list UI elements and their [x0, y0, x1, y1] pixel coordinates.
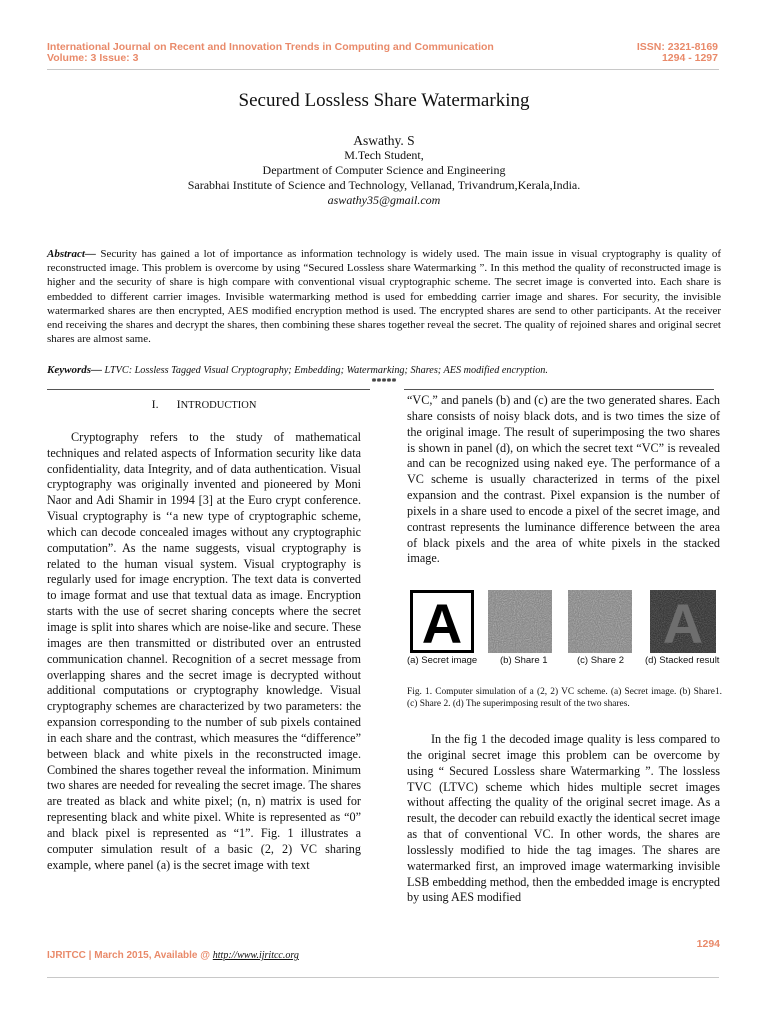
- header-rule: [47, 69, 719, 70]
- secret-glyph: A: [421, 592, 463, 653]
- abstract-text: Security has gained a lot of importance as information technology is widely used. The main issue in visual cryptography is quality of reconstructed image. This problem is overcome by using “Secured Lossless share Watermarking ”. In this method the quality of reconstructed image is higher and the security of share is high compare with conventional visual cryptographic scheme. The secret image is converted into. Each share is embedded to different carrier images. Invisible watermarking method is used for embedding carrier image and shares. For security, the invisible watermarked shares are then encrypted, AES modified encryption method is used. The encrypted shares are send to other participants. At the receiver end receiving the shares and decrypt the shares, then combining these shares together reveal the secret. The quality of rejoined shares and original secret shares are almost same.: [47, 248, 721, 346]
- keywords: [47, 364, 721, 376]
- section-number: I.: [151, 397, 159, 411]
- author-name: Aswathy. S: [353, 133, 415, 148]
- intro-paragraph: Cryptography refers to the study of mathematical techniques and related aspects of Information security like data confidentiality, data Integrity, and of data authentication. Visual cryptography was originally invented and pioneered by Moni Naor and Adi Shamir in 1994 [3] at the Euro crypt conference. Visual cryptography is ‘‘a new type of cryptographic scheme, which can decode concealed images without any cryptographic computation”. As the name suggests, visual cryptography is related to the human visual system. Visual cryptography is regularly used for image encryption. The text data is converted to image format and use that textual data as image. Encryption starts with the use of secret sharing concepts where the secret image is split into shares which are noise-like and secure. These images are then transmitted or distributed over an entrusted communication channel. Recognition of a secret message from overlapping shares and the secret image is decrypted without additional computations or cryptography knowledge. Visual cryptography schemes are characterized by two parameters: the expansion corresponding to the number of sub pixels contained in each share and the contrast, which measures the “difference” between black and white pixels in the reconstructed image. Combined the shares together reveal the information. Minimum two shares are needed for revealing the secret image. The shares are treated as black and white pixel; (n, n) matrix is used for representing black and white pixel. White is represented as “0” and black pixel is represented as “1”. Fig. 1 illustrates a computer simulation result of a basic (2, 2) VC sharing example, where panel (a) is the secret image with text: [47, 429, 361, 872]
- separator-line-right: [404, 389, 714, 390]
- panel-stacked-result: [650, 590, 714, 653]
- keywords-label: Keywords—: [47, 364, 102, 376]
- figure-1: [405, 590, 725, 670]
- caption-b: (b) Share 1: [500, 655, 548, 666]
- issn-header: [637, 42, 718, 64]
- author-institute: Sarabhai Institute of Science and Technology, Vellanad, Trivandrum,Kerala,India.: [187, 178, 581, 192]
- right-column-top: [407, 393, 720, 567]
- footer-text: IJRITCC | March 2015, Available @: [47, 950, 213, 961]
- issn: ISSN: 2321-8169: [636, 41, 718, 53]
- section-initial: I: [176, 397, 181, 411]
- journal-name: International Journal on Recent and Innovation Trends in Computing and Communication: [47, 41, 494, 53]
- caption-a: (a) Secret image: [407, 655, 478, 666]
- footer-link[interactable]: http://www.ijritcc.org: [212, 950, 299, 961]
- panel-share-2: [568, 590, 632, 653]
- keywords-text: LTVC: Lossless Tagged Visual Cryptography; Embedding; Watermarking; Shares; AES modified encryption.: [102, 365, 548, 376]
- paper-title: Secured Lossless Share Watermarking: [238, 90, 530, 111]
- abstract-label: Abstract—: [47, 248, 96, 260]
- page-range: 1294 - 1297: [661, 52, 718, 64]
- panel-secret-image: [410, 590, 474, 653]
- author-block: [0, 133, 768, 208]
- right-column-bottom: [407, 732, 720, 906]
- caption-d: (d) Stacked result: [645, 655, 720, 666]
- author-department: Department of Computer Science and Engineering: [262, 163, 506, 177]
- section-heading: [47, 397, 361, 414]
- panel-share-1: [488, 590, 552, 653]
- footer-rule: [47, 977, 719, 978]
- caption-c: (c) Share 2: [577, 655, 624, 666]
- page-number: 1294: [696, 938, 720, 950]
- journal-volume: Volume: 3 Issue: 3: [47, 52, 139, 64]
- abstract: [47, 247, 721, 346]
- left-column: [47, 397, 361, 873]
- right-paragraph-2: In the fig 1 the decoded image quality is less compared to the original secret image this problem can be overcome by using “ Secured Lossless share Watermarking ”. The lossless TVC (LTVC) scheme which hides multiple secret images without affecting the quality of the original secret image. As a result, the decoder can rebuild exactly the identical secret image as that of conventional VC. In other words, the shares are losslessly modified to hide the tag images. The shares are watermarked first, an improved image watermarking invisible LSB embedding method, then the embedded image is encrypted by using AES modified: [407, 732, 720, 905]
- separator-stars: *****: [371, 377, 397, 388]
- figure-1-caption: Fig. 1. Computer simulation of a (2, 2) VC scheme. (a) Secret image. (b) Share1. (c) Share 2. (d) The superimposing result of the two shares.: [407, 687, 722, 709]
- stacked-glyph: A: [662, 592, 704, 653]
- footer: [47, 950, 299, 961]
- author-email: aswathy35@gmail.com: [327, 193, 441, 207]
- section-title: NTRODUCTION: [180, 400, 257, 411]
- right-paragraph-1: “VC,” and panels (b) and (c) are the two generated shares. Each share consists of noisy black dots, and is two times the size of the original image. The result of superimposing the two shares is shown in panel (d), on which the secret text “VC” is revealed and can be recognized using naked eye. The performance of a VC scheme is usually characterized in terms of the pixel expansion and the contrast. Pixel expansion is the number of pixels in a share used to encode a pixel of the secret image, and contrast represents the luminance difference between the area of black pixels and the area of white pixels in the stacked image.: [407, 393, 720, 566]
- journal-header: [47, 42, 494, 64]
- separator-line-left: [47, 389, 370, 390]
- author-role: M.Tech Student,: [344, 148, 424, 162]
